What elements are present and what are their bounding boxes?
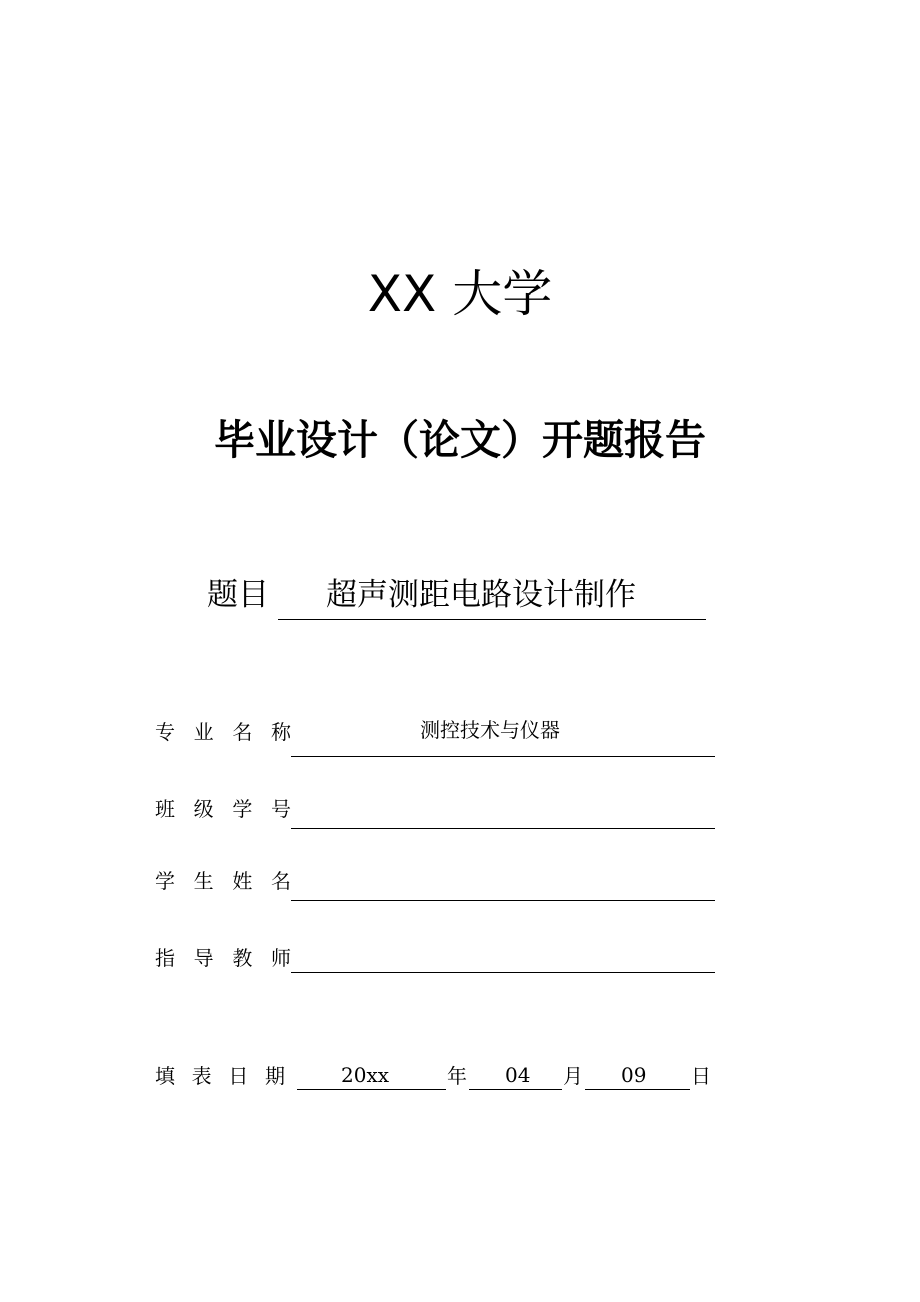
fill-date-day: 09 [621, 1063, 647, 1087]
student-name-label: 学 生 姓 名 [155, 869, 291, 893]
report-title: 毕业设计（论文）开题报告 [214, 416, 706, 464]
class-id-field[interactable] [291, 794, 715, 829]
fill-date-month-unit: 月 [563, 1064, 583, 1088]
fill-date-day-unit: 日 [691, 1064, 711, 1088]
major-value: 测控技术与仪器 [420, 718, 560, 742]
major-field[interactable] [291, 718, 715, 757]
topic-label: 题目 [207, 577, 269, 613]
advisor-field[interactable] [291, 938, 715, 973]
fill-date-month-field[interactable] [469, 1060, 562, 1090]
advisor-label: 指 导 教 师 [155, 946, 291, 970]
fill-date-year-unit: 年 [447, 1064, 467, 1088]
class-id-label: 班 级 学 号 [155, 797, 291, 821]
fill-date-year: 20xx [341, 1063, 390, 1087]
student-name-field[interactable] [291, 866, 715, 901]
fill-date-day-field[interactable] [585, 1060, 690, 1090]
fill-date-year-field[interactable] [297, 1060, 446, 1090]
fill-date-label: 填 表 日 期 [155, 1064, 285, 1088]
topic-field[interactable] [278, 573, 706, 620]
fill-date-month: 04 [505, 1063, 531, 1087]
major-label: 专 业 名 称 [155, 720, 291, 744]
university-name: XX 大学 [367, 265, 553, 323]
topic-value: 超声测距电路设计制作 [326, 577, 636, 613]
